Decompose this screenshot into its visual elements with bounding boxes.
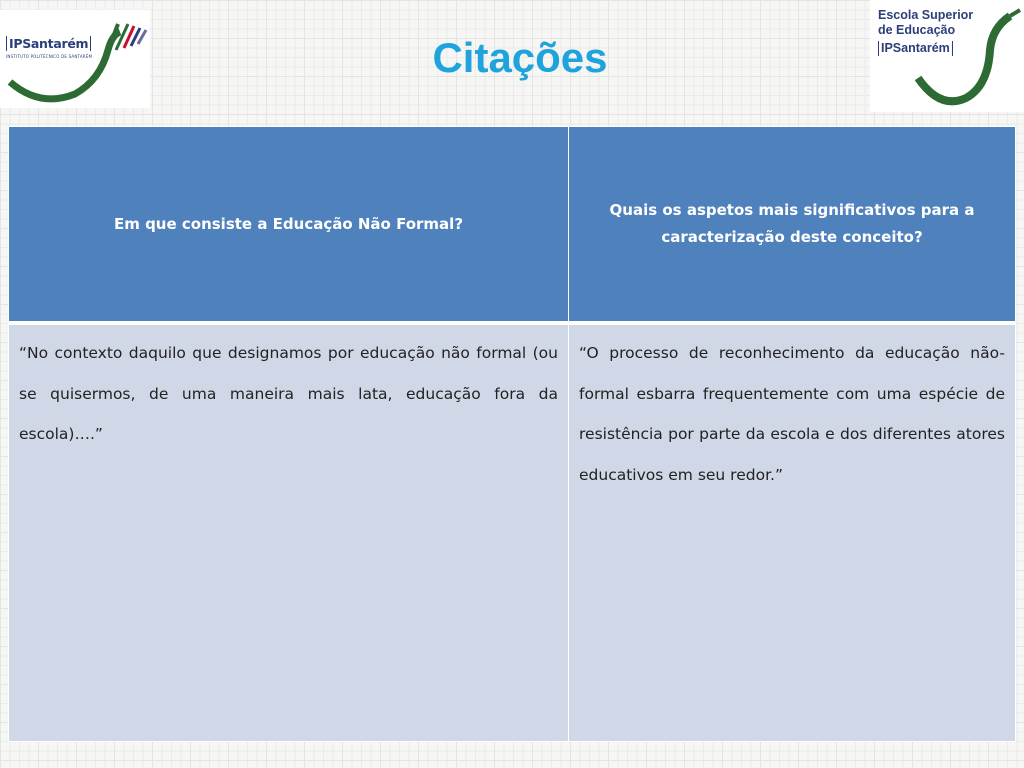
slide-title: Citações (432, 34, 608, 81)
column-header: Em que consiste a Educação Não Formal? (9, 127, 569, 324)
table-cell: “No contexto daquilo que designamos por educação não formal (ou se quisermos, de uma maneira mais lata, educação fora da escola)….” (9, 323, 569, 742)
logo-right-line2: de Educação (878, 23, 956, 37)
table-row (9, 323, 1016, 742)
logo-left-name: IPSantarém (6, 36, 91, 51)
logo-left-subtitle: INSTITUTO POLITÉCNICO DE SANTARÉM (6, 54, 93, 59)
table-cell: “O processo de reconhecimento da educação não-formal esbarra frequentemente com uma espécie de resistência por parte da escola e dos diferentes atores educativos em seu redor.” (569, 323, 1016, 742)
logo-right-line1: Escola Superior (878, 8, 974, 22)
quotes-table (8, 126, 1016, 742)
table-header-row (9, 127, 1016, 324)
column-header: Quais os aspetos mais significativos para a caracterização deste conceito? (569, 127, 1016, 324)
logo-right-name: IPSantarém (878, 41, 953, 56)
